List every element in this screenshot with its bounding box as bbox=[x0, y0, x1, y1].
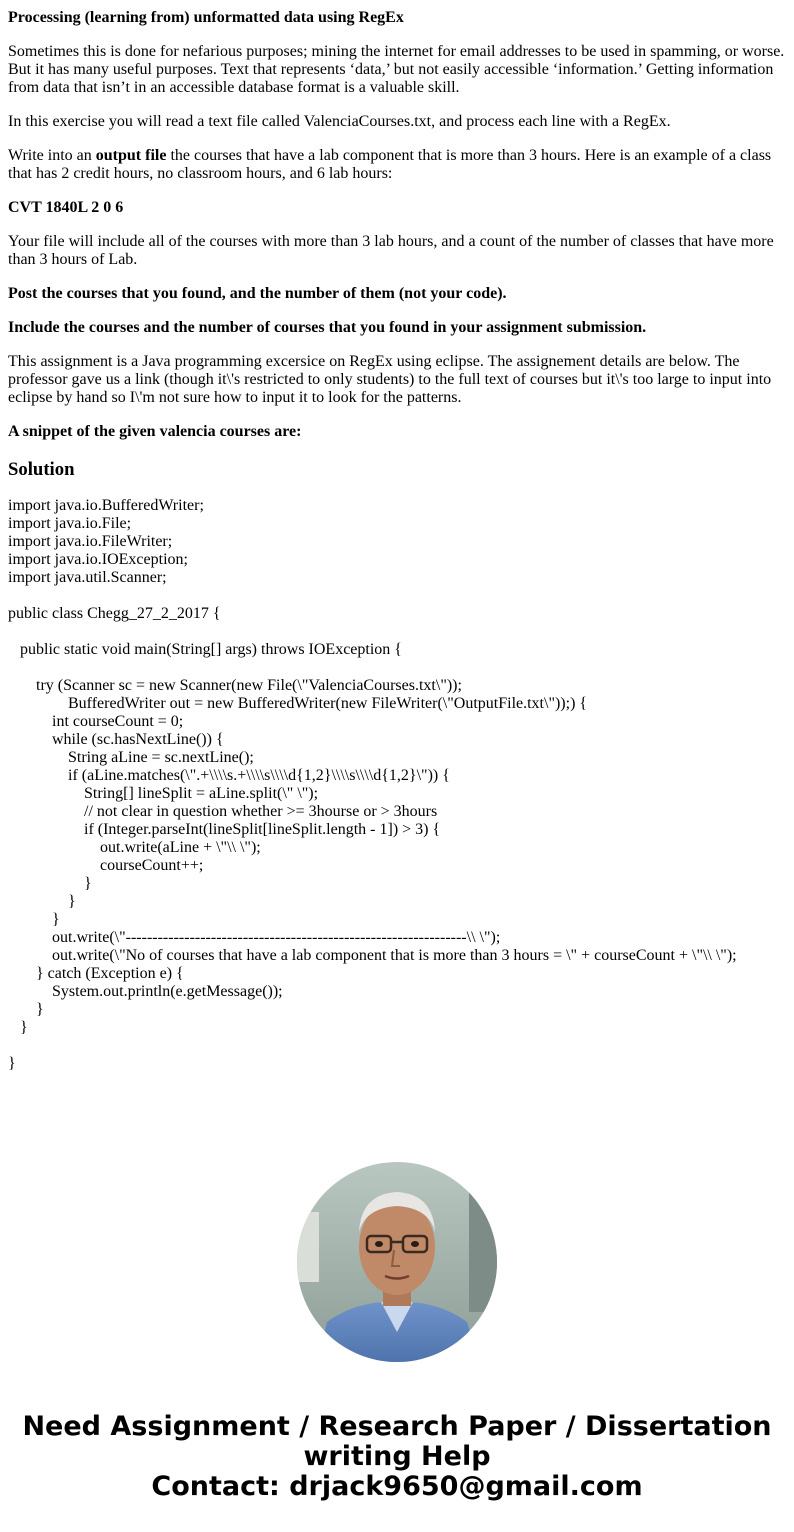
code-line bbox=[8, 587, 786, 605]
code-line: BufferedWriter out = new BufferedWriter(new FileWriter(\"OutputFile.txt\"));) { bbox=[8, 695, 588, 712]
code-line bbox=[8, 659, 786, 677]
document-body bbox=[0, 9, 794, 1073]
question-paragraph-5: Post the courses that you found, and the number of them (not your code). bbox=[8, 285, 507, 302]
code-line: try (Scanner sc = new Scanner(new File(\"ValenciaCourses.txt\")); bbox=[8, 677, 462, 694]
code-line bbox=[8, 623, 786, 641]
code-line: import java.util.Scanner; bbox=[8, 569, 167, 586]
question-paragraph-3: Write into an output file the courses that have a lab component that is more than 3 hours. Here is an example of a class that has 2 credit hours, no classroom hours, and 6 lab hours: bbox=[8, 147, 772, 182]
question-paragraph-7: This assignment is a Java programming excersice on RegEx using eclipse. The assignement details are below. The professor gave us a link (though it\'s restricted to only students) to the full text of courses but it\'s too large to input into eclipse by hand so I\'m not sure how to input it to look for the patterns. bbox=[8, 353, 772, 406]
contact-line: Contact: drjack9650@gmail.com bbox=[151, 1471, 643, 1502]
code-line: int courseCount = 0; bbox=[8, 713, 184, 730]
code-line: public class Chegg_27_2_2017 { bbox=[8, 605, 221, 622]
output-file-emphasis: output file bbox=[95, 147, 167, 164]
question-paragraph-1: Sometimes this is done for nefarious purposes; mining the internet for email addresses to be used in spamming, or worse. But it has many useful purposes. Text that represents ‘data,’ but not easily accessible ‘information.’ Getting information from data that isn’t in an accessible database format is a valuable skill. bbox=[8, 43, 785, 96]
code-line: import java.io.IOException; bbox=[8, 551, 188, 568]
promo-footer bbox=[0, 1412, 794, 1502]
code-line: out.write(aLine + \"\\ \"); bbox=[8, 839, 261, 856]
code-line: if (Integer.parseInt(lineSplit[lineSplit.length - 1]) > 3) { bbox=[8, 821, 441, 838]
code-line: System.out.println(e.getMessage()); bbox=[8, 983, 283, 1000]
code-line: import java.io.BufferedWriter; bbox=[8, 497, 204, 514]
code-line: } bbox=[8, 1055, 16, 1072]
code-line: courseCount++; bbox=[8, 857, 204, 874]
solution-heading: Solution bbox=[8, 459, 75, 480]
promo-line-2: writing Help bbox=[303, 1441, 491, 1472]
code-line: while (sc.hasNextLine()) { bbox=[8, 731, 224, 748]
code-line: import java.io.File; bbox=[8, 515, 132, 532]
code-line: if (aLine.matches(\".+\\\\s.+\\\\s\\\\d{1,2}\\\\s\\\\d{1,2}\")) { bbox=[8, 767, 450, 784]
example-course: CVT 1840L 2 0 6 bbox=[8, 199, 124, 216]
question-paragraph-2: In this exercise you will read a text file called ValenciaCourses.txt, and process each line with a RegEx. bbox=[8, 113, 671, 130]
code-line: public static void main(String[] args) throws IOException { bbox=[8, 641, 402, 658]
question-paragraph-4: Your file will include all of the courses with more than 3 lab hours, and a count of the number of classes that have more than 3 hours of Lab. bbox=[8, 233, 774, 268]
code-line: } bbox=[8, 1019, 28, 1036]
author-avatar bbox=[297, 1162, 497, 1362]
code-line: String aLine = sc.nextLine(); bbox=[8, 749, 254, 766]
question-paragraph-6: Include the courses and the number of courses that you found in your assignment submission. bbox=[8, 319, 647, 336]
solution-code-block bbox=[8, 497, 786, 1073]
code-line: import java.io.FileWriter; bbox=[8, 533, 173, 550]
code-line: String[] lineSplit = aLine.split(\" \"); bbox=[8, 785, 319, 802]
code-line: out.write(\"No of courses that have a lab component that is more than 3 hours = \" + courseCount + \"\\ \"); bbox=[8, 947, 737, 964]
code-line: // not clear in question whether >= 3hourse or > 3hours bbox=[8, 803, 438, 820]
promo-line-1: Need Assignment / Research Paper / Dissertation bbox=[22, 1411, 772, 1442]
author-portrait-image bbox=[297, 1162, 497, 1362]
code-line: } bbox=[8, 875, 92, 892]
question-title: Processing (learning from) unformatted data using RegEx bbox=[8, 9, 404, 26]
question-paragraph-8: A snippet of the given valencia courses are: bbox=[8, 423, 302, 440]
code-line: } bbox=[8, 1001, 44, 1018]
code-line bbox=[8, 1037, 786, 1055]
code-line: } bbox=[8, 911, 60, 928]
code-line: } bbox=[8, 893, 76, 910]
code-line: out.write(\"----------------------------------------------------------------\\ \"); bbox=[8, 929, 501, 946]
code-line: } catch (Exception e) { bbox=[8, 965, 184, 982]
